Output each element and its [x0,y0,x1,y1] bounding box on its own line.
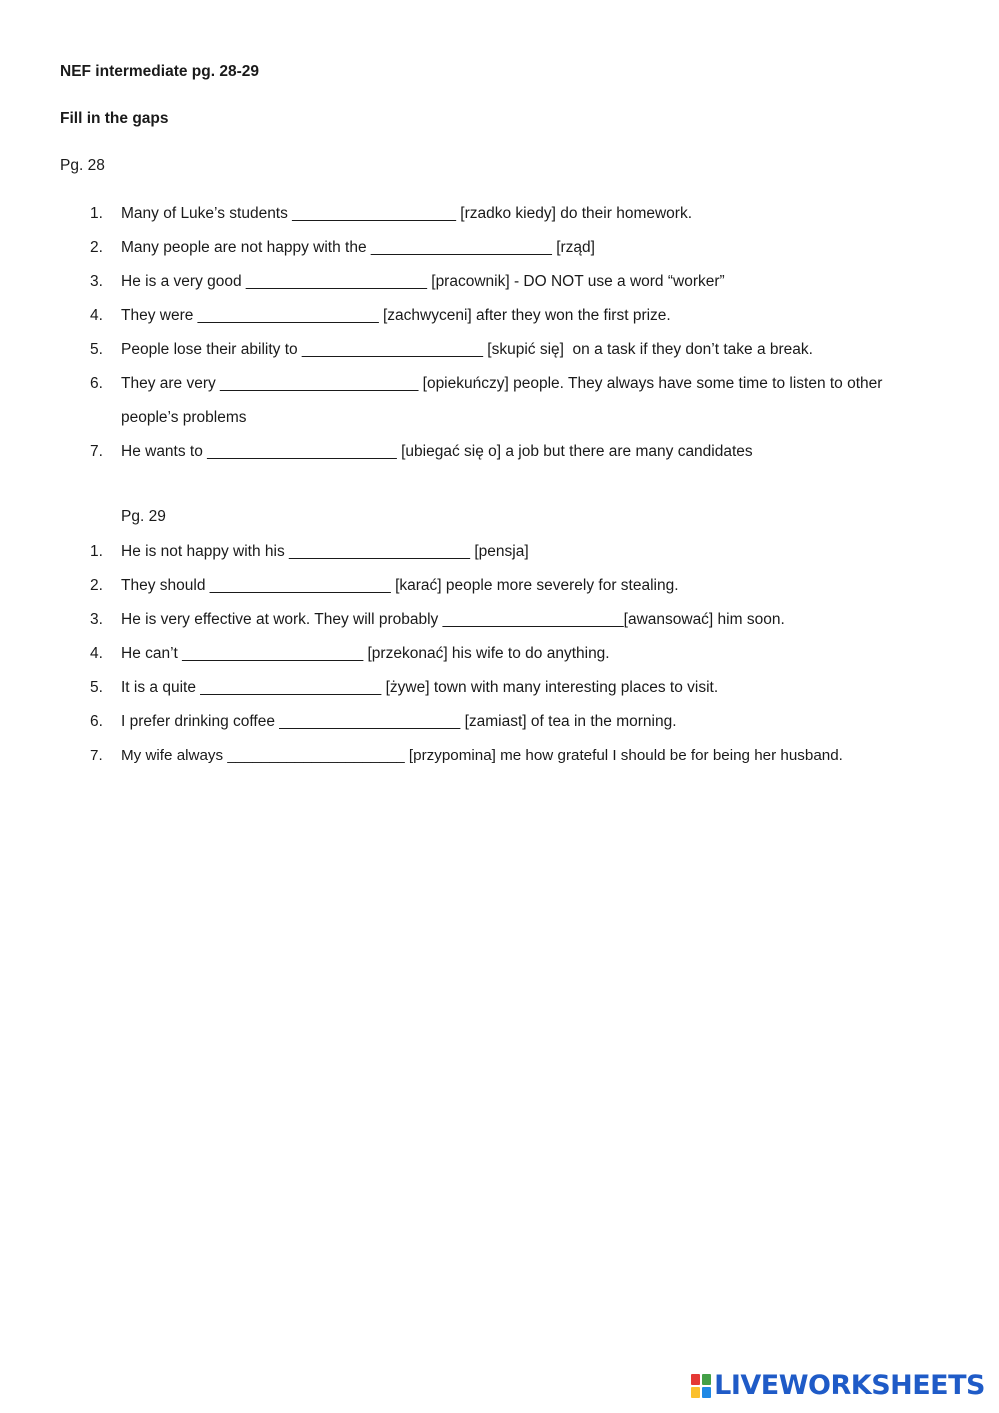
item-number: 2. [90,577,103,594]
list-item [90,435,940,469]
sentence-text: Many of Luke’s students ___________________ [rzadko kiedy] do their homework. [121,205,693,222]
sentence-text: He can’t _____________________ [przekonać] his wife to do anything. [121,645,610,662]
item-number: 1. [90,543,103,560]
sentence-text: Many people are not happy with the _____________________ [rząd] [121,239,595,256]
list-item [90,265,940,299]
item-number: 4. [90,307,103,324]
sentence-text: He wants to ______________________ [ubiegać się o] a job but there are many candidates [121,443,753,460]
item-number: 6. [90,375,103,392]
item-number: 6. [90,713,103,730]
sentence-text: They are very _______________________ [opiekuńczy] people. They always have some time to listen to other people’s problems [121,375,887,426]
section-label-pg28: Pg. 28 [60,157,105,174]
exercise-list-pg29 [90,535,940,773]
item-number: 1. [90,205,103,222]
item-number: 3. [90,611,103,628]
list-item [90,569,940,603]
list-item [90,197,940,231]
list-item [90,739,940,773]
instruction-heading: Fill in the gaps [60,110,169,127]
logo-square-green [702,1374,711,1385]
sentence-text: My wife always _____________________ [przypomina] me how grateful I should be for being her husband. [121,747,843,764]
logo-square-blue [702,1387,711,1398]
item-number: 7. [90,443,103,460]
list-item [90,705,940,739]
sentence-text: He is very effective at work. They will probably _____________________[awansować] him soon. [121,611,785,628]
sentence-text: They were _____________________ [zachwyceni] after they won the first prize. [121,307,671,324]
sentence-text: I prefer drinking coffee _____________________ [zamiast] of tea in the morning. [121,713,677,730]
item-number: 7. [90,747,103,764]
section-label-pg29: Pg. 29 [121,508,166,525]
item-number: 4. [90,645,103,662]
item-number: 5. [90,679,103,696]
list-item [90,367,940,435]
list-item [90,535,940,569]
sentence-text: People lose their ability to _____________________ [skupić się] on a task if they don’t take a break. [121,341,813,358]
list-item [90,637,940,671]
logo-square-yellow [691,1387,700,1398]
sentence-text: He is not happy with his _____________________ [pensja] [121,543,529,560]
exercise-list-pg28 [90,197,940,469]
item-number: 5. [90,341,103,358]
liveworksheets-logo-icon [691,1374,711,1398]
watermark-text: LIVEWORKSHEETS [714,1370,985,1401]
list-item [90,333,940,367]
list-item [90,231,940,265]
item-number: 2. [90,239,103,256]
worksheet-title: NEF intermediate pg. 28-29 [60,63,259,80]
sentence-text: They should _____________________ [karać] people more severely for stealing. [121,577,679,594]
liveworksheets-watermark [691,1370,985,1401]
logo-square-red [691,1374,700,1385]
sentence-text: He is a very good _____________________ [pracownik] - DO NOT use a word “worker” [121,273,725,290]
sentence-text: It is a quite _____________________ [żywe] town with many interesting places to visit. [121,679,719,696]
list-item [90,671,940,705]
item-number: 3. [90,273,103,290]
list-item [90,603,940,637]
list-item [90,299,940,333]
